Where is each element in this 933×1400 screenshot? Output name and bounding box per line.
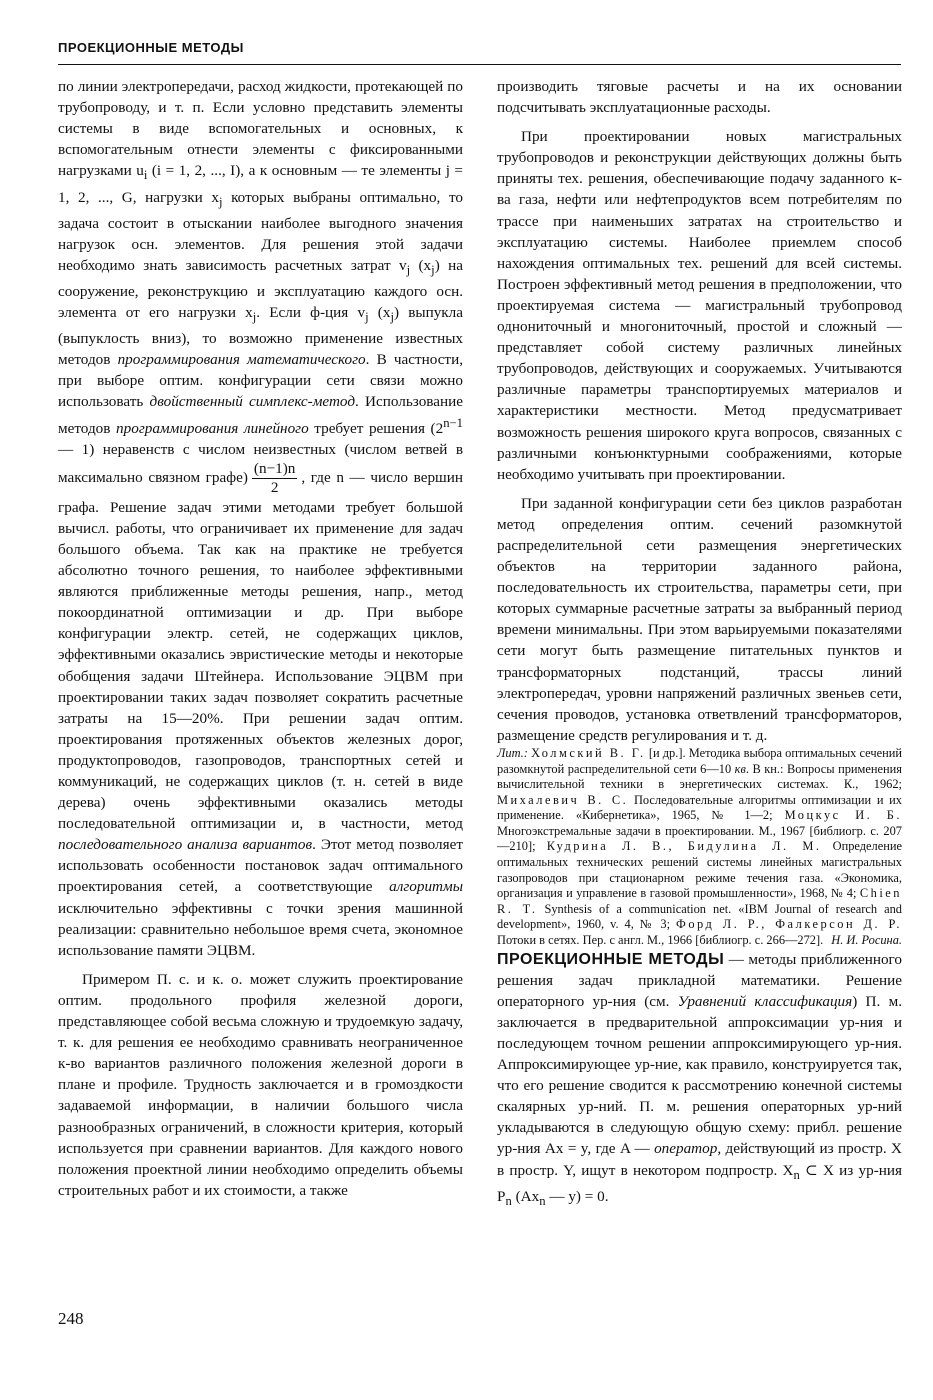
- subscript: n: [505, 1193, 512, 1208]
- text: исключительно эффективны с точки зрения машинной реализации: сравнительно небольшое время счета, экономное использование памяти ЭЦВМ.: [58, 899, 463, 959]
- text: — y) = 0.: [545, 1187, 609, 1205]
- subscript: n: [539, 1193, 546, 1208]
- text: (i = 1, 2, ..., I), а к основным — те элементы j = 1, 2, ..., G, нагрузки x: [58, 162, 463, 206]
- cross-reference-link[interactable]: Уравнений классификация: [677, 992, 853, 1010]
- fraction-denominator: 2: [270, 478, 279, 496]
- text: ) на сооружение, реконструкцию и эксплуатацию каждого осн. элемента от его нагрузки x: [58, 256, 463, 322]
- spacer: [58, 961, 463, 969]
- text: Потоки в сетях. Пер. с англ. М., 1966 [библиогр. с. 266—272].: [497, 933, 824, 948]
- subscript: j: [252, 310, 257, 325]
- text: , где n — число вершин графа. Решение задач этими методами требует большой вычисл. работы, что ограничивает их применение для задач большого объема. Так как на практике не требуется абсолютно точного решения, то наиболее эффективными являются приближенные методы решения, напр., метод покоординатной оптимизации и др. При выборе конфигурации электр. сетей, не содержащих циклов, эффективными оказались эвристические методы и некоторые обобщения задачи Штейнера. Использование ЭЦВМ при проектировании таких задач позволяет сократить расчетные затраты на 15—20%. При решении задач оптим. проектирования протяженных объектов железных дорог, продуктопроводов, газопроводов, транспортных сетей и коммуникаций, не содержащих циклов (т. н. сетей в виде дерева) очень эффективными оказались методы последовательной оптимизации и, в частности, метод: [58, 468, 463, 833]
- paragraph-3: производить тяговые расчеты и на их основании подсчитывать эксплуатационные расходы.: [497, 78, 902, 117]
- page-number: 248: [58, 1309, 84, 1328]
- cross-reference-link[interactable]: программирования математического: [117, 351, 366, 369]
- text: — 1) неравенств с числом неизвестных (числом ветвей в максимально связном графе): [58, 440, 463, 486]
- author: Форд Л. Р., Фалкерсон Д. Р.: [676, 917, 902, 932]
- subscript: j: [431, 262, 435, 277]
- text: которых выбраны оптимально, то задача состоит в отыскании наиболее выгодного значения нагрузок осн. элементов. Для решения этой задачи необходимо знать зависимость расчетных затрат v: [58, 188, 463, 274]
- text: . В частности, при выборе оптим. конфигурации сети связи можно использовать: [58, 351, 463, 411]
- spacer: [497, 118, 902, 126]
- subscript: j: [390, 310, 394, 325]
- author: Холмский В. Г.: [531, 745, 646, 760]
- paragraph-5: При заданной конфигурации сети без циклов разработан метод определения оптим. сечений разомкнутой распределительной сети размещения энергетических объектов на территории заданного района, последовательность их строительства, параметры сети, при которых суммарные расчетные затраты за выбранный период времени минимальны. При этом варьируемыми показателями сети могут быть размещение питательных пунктов и трансформаторных подстанций, трассы линий электропередач, уровни напряжений различных звеньев сети, сечения проводов, установка ответвлений трансформаторов, размещение средств регулирования и т. д.: [497, 494, 902, 744]
- bibliography: [497, 746, 902, 949]
- spacer: [497, 485, 902, 493]
- text: — методы приближенного решения задач прикладной математики. Решение операторного ур-ния (см.: [497, 950, 902, 1010]
- text: ) П. м. заключается в предварительной аппроксимации ур-ния и последующем точном решении аппроксимирующего ур-ния. Аппроксимирующее ур-ние, как правило, конструируется так, что его решение сводится к рассмотрению конечной системы скалярных ур-ний. П. м. решения операторных ур-ний укладываются в следующую общую схему: прибл. решение ур-ния Ax = y, где A —: [497, 992, 903, 1158]
- fraction: [252, 460, 297, 497]
- entry-title: ПРОЕКЦИОННЫЕ МЕТОДЫ: [497, 950, 725, 968]
- cross-reference-link[interactable]: двойственный симплекс-метод: [149, 393, 355, 411]
- text: . Этот метод позволяет использовать особенности постановок задач оптимального проектирования сетей, а соответствующие: [58, 836, 464, 896]
- text: . Использование методов: [58, 393, 463, 437]
- text: Многоэкстремальные задачи в проектировании. М., 1967 [библиогр. с. 207—210];: [497, 823, 902, 854]
- bibliography-label: Лит.:: [497, 745, 528, 760]
- author: Моцкус И. Б.: [784, 808, 902, 823]
- article-author: Н. И. Росина.: [831, 933, 902, 948]
- text: (x: [410, 256, 432, 274]
- text: (Ax: [511, 1187, 540, 1205]
- author: Кудрина Л. В., Бидулина Л. М.: [546, 839, 822, 854]
- subscript: j: [365, 310, 369, 325]
- subscript: j: [406, 262, 411, 277]
- running-header: ПРОЕКЦИОННЫЕ МЕТОДЫ: [58, 40, 244, 55]
- left-column: [58, 76, 463, 1201]
- text: Synthesis of a communication net. «IBM Journal of research and development», 1960, v. 4, № 3;: [497, 901, 902, 932]
- cross-reference-link[interactable]: последовательного анализа вариантов: [58, 836, 313, 854]
- paragraph-6: [497, 949, 902, 1212]
- author: Михалевич В. С.: [497, 792, 629, 807]
- paragraph-4: При проектировании новых магистральных трубопроводов и реконструкции действующих должны быть приняты тех. решения, обеспечивающие подачу заданного к-ва газа, нефти или нефтепродуктов всем потребителям по трассе при наименьших затратах на строительство и эксплуатацию системы. Наиболее приемлем способ нахождения оптимальных тех. решений для всей системы. Построен эффективный метод решения в предположении, что проектируемая система — магистральный трубопровод однониточный и многониточный, простой и сложный — представляет собой систему различных линейных трубопроводов, действующих и сооружаемых. Учитываются различные параметры транспортируемых материалов и характеристики местности. Метод предусматривает возможность решения широкого круга вопросов, связанных с различными конъюнктурными соображениями, которые необходимо учитывать при проектировании.: [497, 128, 902, 483]
- unit: кв: [734, 761, 746, 776]
- author: Chien R. T.: [497, 886, 902, 916]
- text: по линии электропередачи, расход жидкости, протекающей по трубопроводу, и т. п. Если условно представить элементы системы в виде вспомогательных и основных, к вспомогательным отнести элементы с фиксированными нагрузками u: [58, 78, 463, 180]
- cross-reference-link[interactable]: оператор: [654, 1140, 718, 1158]
- text: Определение оптимальных технических решений системы линейных магистральных газопроводов при стационарном режиме течения газа. «Экономика, организация и управление в газовой промышленности», 1968, № 4;: [497, 839, 902, 901]
- header-rule: [58, 64, 901, 65]
- paragraph-1: [58, 76, 463, 961]
- fraction-numerator: (n−1)n: [253, 459, 296, 477]
- text: . Если ф-ция v: [256, 304, 366, 322]
- paragraph-2: Примером П. с. и к. о. может служить проектирование оптим. продольного профиля железной дороги, представляющее собой весьма сложную и трудоемкую задачу, т. к. для решения ее необходимо сравнивать неограниченное к-во вариантов различного положения железной дороги в плане и профиле. Трудность заключается и в громоздкости задаваемой информации, в наличии большого числа разнообразных ограничений, в сложности критерия, который используется при сравнении вариантов. Для каждого нового положения проектной линии необходимо определить объемы строительных работ и их стоимости, а также: [58, 970, 463, 1199]
- superscript: n−1: [443, 415, 463, 430]
- text: (x: [368, 304, 391, 322]
- subscript: n: [793, 1167, 800, 1182]
- text: Последовательные алгоритмы оптимизации и их применение. «Кибернетика», 1965, № 1—2;: [497, 792, 902, 823]
- text: [и др.]. Методика выбора оптимальных сечений разомкнутой распределительной сети 6—10: [497, 745, 902, 776]
- text: ) выпукла (выпуклость вниз), то возможно применение известных методов: [58, 304, 464, 369]
- text: ⊂ X из ур-ния P: [497, 1161, 903, 1205]
- text: . В кн.: Вопросы применения вычислительной техники в энергетических системах. К., 1962;: [497, 761, 902, 792]
- right-column: [497, 76, 902, 1212]
- cross-reference-link[interactable]: программирования линейного: [116, 419, 309, 437]
- text: требует решения (2: [308, 419, 444, 437]
- text: , действующий из простр. X в простр. Y, ищут в некотором подпростр. X: [497, 1140, 902, 1179]
- subscript: j: [218, 194, 223, 209]
- cross-reference-link[interactable]: алгоритмы: [389, 878, 463, 896]
- subscript: i: [143, 168, 148, 183]
